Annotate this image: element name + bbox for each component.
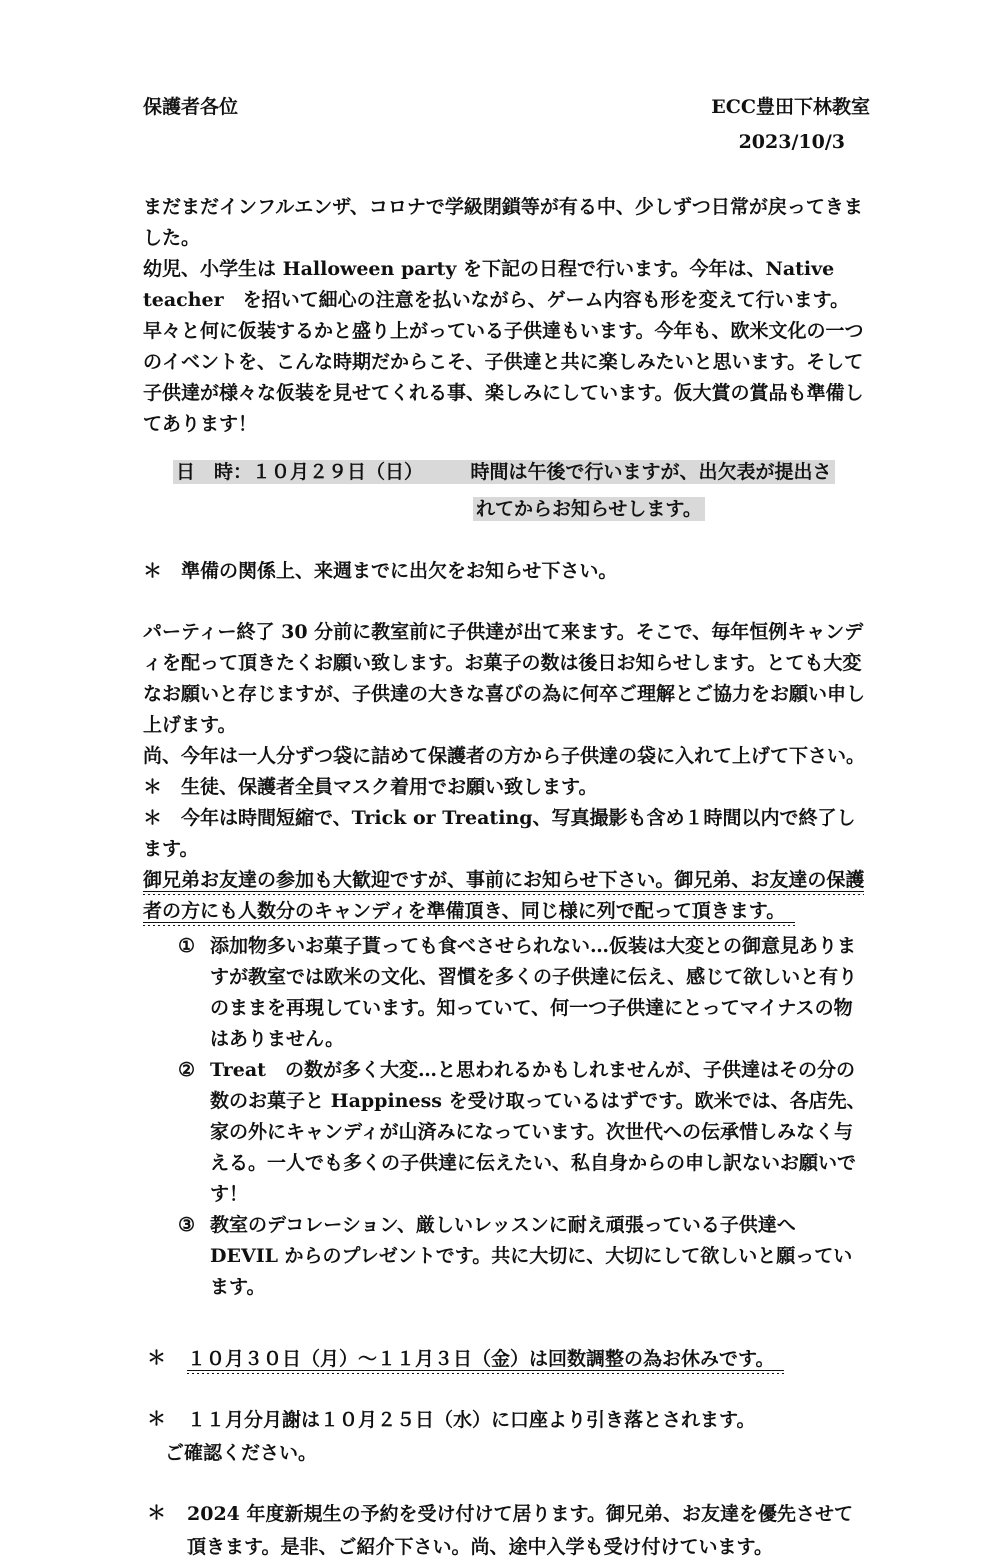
candy-section <box>143 617 870 927</box>
intro-section <box>143 192 870 440</box>
intro-paragraph-1: まだまだインフルエンザ、コロナで学級閉鎖等が有る中、少しずつ日常が戻ってきました。 <box>143 196 863 249</box>
recipient-label: 保護者各位 <box>143 96 239 118</box>
mask-note: ＊ 生徒、保護者全員マスク着用でお願い致します。 <box>143 776 598 798</box>
schedule-block <box>173 454 870 528</box>
list-marker-1: ① <box>178 935 196 957</box>
siblings-note <box>143 865 870 927</box>
intro-paragraph-3: 早々と何に仮装するかと盛り上がっている子供達もいます。今年も、欧米文化の一つのイベントを、こんな時期だからこそ、子供達と共に楽しみたいと思います。そして子供達が様々な仮装を見せてくれる事、楽しみにしています。仮大賞の賞品も準備してあります！ <box>143 320 864 435</box>
star-marker: ＊ <box>147 1347 167 1369</box>
letter-header <box>143 92 870 123</box>
tuition-notice: １１月分月謝は１０月２５日（水）に口座より引き落とされます。 <box>187 1409 756 1431</box>
list-item <box>178 1055 870 1210</box>
star-marker: ＊ <box>147 1502 167 1524</box>
time-limit-note: ＊ 今年は時間短縮で、Trick or Treating、写真撮影も含め１時間以内で終了します。 <box>143 807 856 860</box>
schedule-line-1 <box>173 454 870 491</box>
schedule-highlight-2: れてからお知らせします。 <box>473 497 705 521</box>
list-marker-2: ② <box>178 1059 196 1081</box>
attendance-note: ＊ 準備の関係上、来週までに出欠をお知らせ下さい。 <box>143 560 618 582</box>
star-marker: ＊ <box>147 1408 167 1430</box>
siblings-underlined-text: 御兄弟お友達の参加も大歓迎ですが、事前にお知らせ下さい。御兄弟、お友達の保護者の方にも人数分のキャンディを準備頂き、同じ様に列で配って頂きます。 <box>143 869 864 927</box>
enrollment-notice: 2024 年度新規生の予約を受け付けて居ります。御兄弟、お友達を優先させて頂きます。是非、ご紹介下さい。尚、途中入学も受け付けています。 <box>187 1503 853 1558</box>
letter-date: 2023/10/3 <box>738 131 845 153</box>
schedule-line-2 <box>173 491 870 528</box>
tuition-confirm-line: ご確認ください。 <box>165 1442 318 1464</box>
candy-paragraph-1: パーティー終了 30 分前に教室前に子供達が出て来ます。そこで、毎年恒例キャンディを配って頂きたくお願い致します。お菓子の数は後日お知らせします。とても大変なお願いと存じますが、子供達の大きな喜びの為に何卒ご理解とご協力をお願い申し上げます。 <box>143 621 866 736</box>
closing-item-tuition <box>143 1404 870 1470</box>
list-item <box>178 931 870 1055</box>
tuition-row <box>143 1404 870 1437</box>
holiday-notice <box>187 1343 870 1376</box>
sender-label: ECC豊田下林教室 <box>711 96 870 118</box>
list-text-2: Treat の数が多く大変…と思われるかもしれませんが、子供達はその分の数のお菓子と Happiness を受け取っているはずです。欧米では、各店先、家の外にキャンディが山済みになっています。次世代への伝承惜しみなく与える。一人でも多くの子供達に伝えたい、私自身からの申し訳ないお願いです！ <box>210 1059 866 1205</box>
holiday-underlined-text: １０月３０日（月）～１１月３日（金）は回数調整の為お休みです。 <box>187 1348 784 1375</box>
list-marker-3: ③ <box>178 1214 196 1236</box>
intro-paragraph-2: 幼児、小学生は Halloween party を下記の日程で行います。今年は、Native teacher を招いて細心の注意を払いながら、ゲーム内容も形を変えて行います。 <box>143 258 850 311</box>
schedule-highlight-1: 日 時：１０月２９日（日） 時間は午後で行いますが、出欠表が提出さ <box>173 460 835 484</box>
closing-item-holiday <box>143 1343 870 1376</box>
list-text-1: 添加物多いお菓子貰っても食べさせられない…仮装は大変との御意見ありますが教室では欧米の文化、習慣を多くの子供達に伝え、感じて欲しいと有りのままを再現しています。知っていて、何一つ子供達にとってマイナスの物はありません。 <box>210 935 858 1050</box>
list-text-3: 教室のデコレーション、厳しいレッスンに耐え頑張っている子供達へ DEVIL からのプレゼントです。共に大切に、大切にして欲しいと願っています。 <box>210 1214 853 1298</box>
closing-item-enrollment <box>143 1498 870 1564</box>
reasons-list <box>178 931 870 1303</box>
list-item <box>178 1210 870 1303</box>
candy-paragraph-2: 尚、今年は一人分ずつ袋に詰めて保護者の方から子供達の袋に入れて上げて下さい。 <box>143 745 866 767</box>
